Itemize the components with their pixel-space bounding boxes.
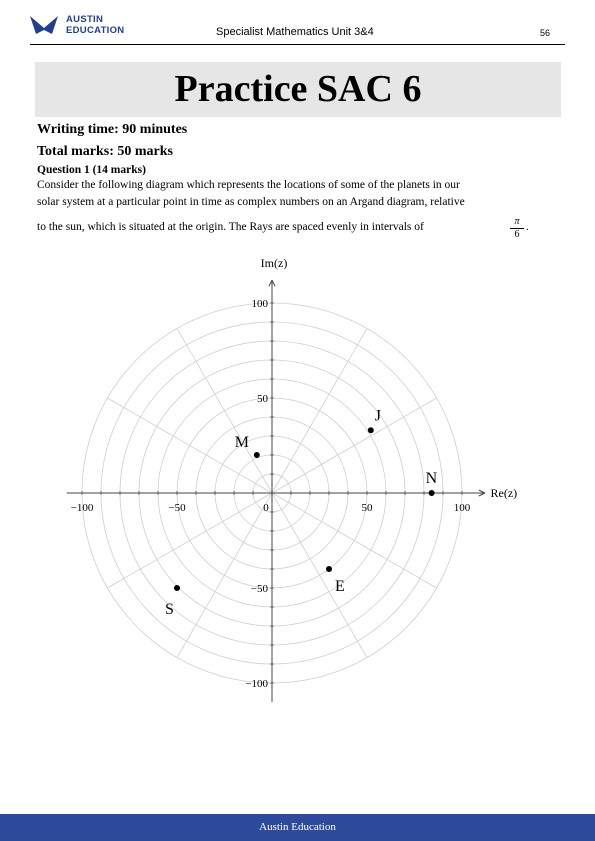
fraction-numerator: π [510,217,524,229]
planet-label-j: J [374,407,382,425]
grid-ray [107,493,272,588]
page-number: 56 [540,28,551,38]
planet-points [165,407,438,618]
page-title: Practice SAC 6 [174,68,422,110]
austin-education-logo-icon [30,14,60,36]
logo-line-2: EDUCATION [66,25,125,36]
fraction-denominator: 6 [514,229,520,240]
planet-label-s: S [165,601,174,618]
header-divider [30,44,565,45]
x-tick-label: −50 [168,502,186,514]
grid-ray [272,328,367,493]
grid-ray [177,328,272,493]
planet-point-m [254,452,260,458]
page-header [0,0,595,48]
planet-label-m: M [234,434,250,451]
pi-over-six-fraction [510,217,524,240]
question-text-line-3: to the sun, which is situated at the origin. The Rays are spaced evenly in intervals of [37,221,424,233]
logo-line-1: AUSTIN [66,14,104,25]
x-tick-label: −100 [70,502,94,514]
logo-text [66,14,124,36]
planet-point-s [174,585,180,591]
title-band [35,62,561,117]
grid-ray [272,493,437,588]
planet-point-e [326,566,332,572]
y-tick-label: −100 [245,678,268,690]
x-tick-label: 50 [361,502,373,514]
grid-ray [272,398,437,493]
sentence-period: . [526,221,529,233]
x-tick-label: 0 [263,502,269,514]
writing-time: Writing time: 90 minutes [37,122,188,137]
real-axis-label: Re(z) [490,486,518,500]
grid-ray [177,493,272,658]
question-text-line-1: Consider the following diagram which represents the locations of some of the planets in our [37,179,460,191]
subject-title: Specialist Mathematics Unit 3&4 [216,26,374,38]
y-tick-label: −50 [250,583,268,595]
total-marks: Total marks: 50 marks [37,144,173,159]
y-tick-label: 50 [257,393,268,405]
planet-label-n: N [425,470,438,487]
grid-ray [272,493,367,658]
argand-diagram [0,255,595,705]
question-text-line-2: solar system at a particular point in time as complex numbers on an Argand diagram, relative [37,196,465,208]
planet-point-n [429,490,435,496]
question-heading: Question 1 (14 marks) [37,164,146,176]
planet-point-j [368,427,374,433]
footer-text: Austin Education [259,821,336,833]
imaginary-axis-label: Im(z) [260,256,288,271]
x-tick-label: 100 [453,502,471,514]
footer-band [0,814,595,841]
planet-label-e: E [335,578,345,595]
y-tick-label: 100 [251,298,268,310]
